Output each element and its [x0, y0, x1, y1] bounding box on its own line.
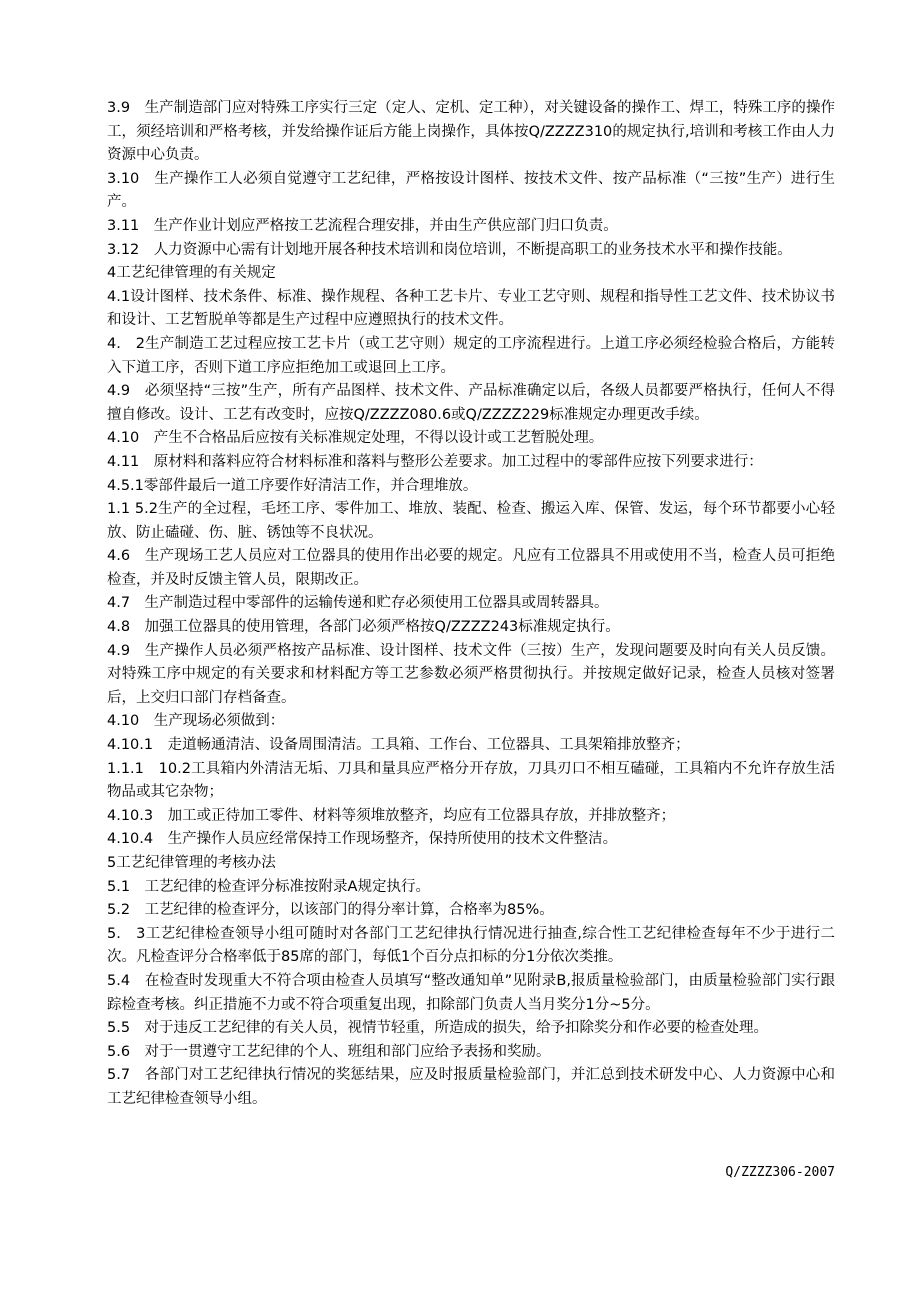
paragraph-4-9a: 4.9 必须坚持“三按”生产，所有产品图样、技术文件、产品标准确定以后，各级人员都要严格执行，任何人不得擅自修改。设计、工艺有改变时，应按Q/ZZZZ080.6或Q/ZZZZ229标准规定办理更改手续。 [107, 383, 835, 423]
section-heading-4: 4工艺纪律管理的有关规定 [107, 265, 276, 282]
paragraph-4-10a: 4.10 产生不合格品后应按有关标准规定处理，不得以设计或工艺暂脱处理。 [107, 430, 604, 447]
paragraph-4-7: 4.7 生产制造过程中零部件的运输传递和贮存必须使用工位器具或周转器具。 [107, 595, 609, 612]
paragraph-4-6: 4.6 生产现场工艺人员应对工位器具的使用作出必要的规定。凡应有工位器具不用或使用不当，检查人员可拒绝检查，并及时反馈主管人员，限期改正。 [107, 548, 835, 588]
document-body [107, 97, 835, 1112]
paragraph-4-10b: 4.10 生产现场必须做到： [107, 713, 285, 730]
paragraph-5-1: 5.1 工艺纪律的检查评分标准按附录A规定执行。 [107, 878, 430, 895]
paragraph-3-11: 3.11 生产作业计划应严格按工艺流程合理安排，并由生产供应部门归口负责。 [107, 217, 618, 234]
paragraph-4-5-1: 4.5.1零部件最后一道工序要作好清洁工作，并合理堆放。 [107, 477, 478, 494]
paragraph-4-9b: 4.9 生产操作人员必须严格按产品标准、设计图样、技术文件（三按）生产，发现问题要及时向有关人员反馈。对特殊工序中规定的有关要求和材料配方等工艺参数必须严格贯彻执行。并按规定做好记录，检查人员核对签署后，上交归口部门存档备查。 [107, 642, 835, 706]
document-code-footer: Q/ZZZZ306-2007 [725, 1165, 835, 1180]
paragraph-5-3: 5. 3工艺纪律检查领导小组可随时对各部门工艺纪律执行情况进行抽查,综合性工艺纪律检查每年不少于进行二次。凡检查评分合格率低于85席的部门，每低1个百分点扣标的分1分依次类推。 [107, 925, 835, 966]
paragraph-5-6: 5.6 对于一贯遵守工艺纪律的个人、班组和部门应给予表扬和奖励。 [107, 1043, 551, 1060]
paragraph-5-7: 5.7 各部门对工艺纪律执行情况的奖惩结果，应及时报质量检验部门，并汇总到技术研发中心、人力资源中心和工艺纪律检查领导小组。 [107, 1067, 835, 1107]
paragraph-4-10-4: 4.10.4 生产操作人员应经常保持工作现场整齐，保持所使用的技术文件整洁。 [107, 831, 618, 848]
paragraph-4-11: 4.11 原材料和落料应符合材料标准和落料与整形公差要求。加工过程中的零部件应按下列要求进行： [107, 453, 763, 470]
paragraph-4-8: 4.8 加强工位器具的使用管理，各部门必须严格按Q/ZZZZ243标准规定执行。 [107, 619, 620, 636]
paragraph-1-1-1: 1.1.1 10.2工具箱内外清洁无垢、刀具和量具应严格分开存放，刀具刃口不相互磕碰，工具箱内不允许存放生活物品或其它杂物； [107, 760, 835, 801]
paragraph-3-9: 3.9 生产制造部门应对特殊工序实行三定（定人、定机、定工种），对关键设备的操作工、焊工，特殊工序的操作工，须经培训和严格考核，并发给操作证后方能上岗操作，具体按Q/ZZZZ310的规定执行,培训和考核工作由人力资源中心负责。 [107, 100, 835, 164]
paragraph-3-10: 3.10 生产操作工人必须自觉遵守工艺纪律，严格按设计图样、按技术文件、按产品标准（“三按”生产）进行生产。 [107, 170, 835, 211]
paragraph-4-2: 4. 2生产制造工艺过程应按工艺卡片（或工艺守则）规定的工序流程进行。上道工序必须经检验合格后，方能转入下道工序，否则下道工序应拒绝加工或退回上工序。 [107, 335, 835, 376]
paragraph-5-2: 5.2 工艺纪律的检查评分，以该部门的得分率计算，合格率为85%。 [107, 902, 554, 919]
paragraph-3-12: 3.12 人力资源中心需有计划地开展各种技术培训和岗位培训，不断提高职工的业务技术水平和操作技能。 [107, 241, 792, 258]
paragraph-4-10-1: 4.10.1 走道畅通清洁、设备周围清洁。工具箱、工作台、工位器具、工具架箱排放整齐； [107, 737, 690, 754]
paragraph-5-5: 5.5 对于违反工艺纪律的有关人员，视情节轻重，所造成的损失，给予扣除奖分和作必要的检查处理。 [107, 1020, 769, 1037]
paragraph-5-4: 5.4 在检查时发现重大不符合项由检查人员填写“整改通知单”见附录B,报质量检验部门，由质量检验部门实行跟踪检查考核。纠正措施不力或不符合项重复出现，扣除部门负责人当月奖分1分~5分。 [107, 972, 835, 1013]
paragraph-1-1-5-2: 1.1 5.2生产的全过程，毛坯工序、零件加工、堆放、装配、检查、搬运入库、保管、发运，每个环节都要小心轻放、防止磕碰、伤、脏、锈蚀等不良状况。 [107, 501, 835, 541]
paragraph-4-10-3: 4.10.3 加工或正待加工零件、材料等须堆放整齐，均应有工位器具存放，并排放整齐； [107, 807, 676, 824]
paragraph-4-1: 4.1设计图样、技术条件、标准、操作规程、各种工艺卡片、专业工艺守则、规程和指导性工艺文件、技术协议书和设计、工艺暂脱单等都是生产过程中应遵照执行的技术文件。 [107, 288, 835, 329]
section-heading-5: 5工艺纪律管理的考核办法 [107, 855, 276, 871]
